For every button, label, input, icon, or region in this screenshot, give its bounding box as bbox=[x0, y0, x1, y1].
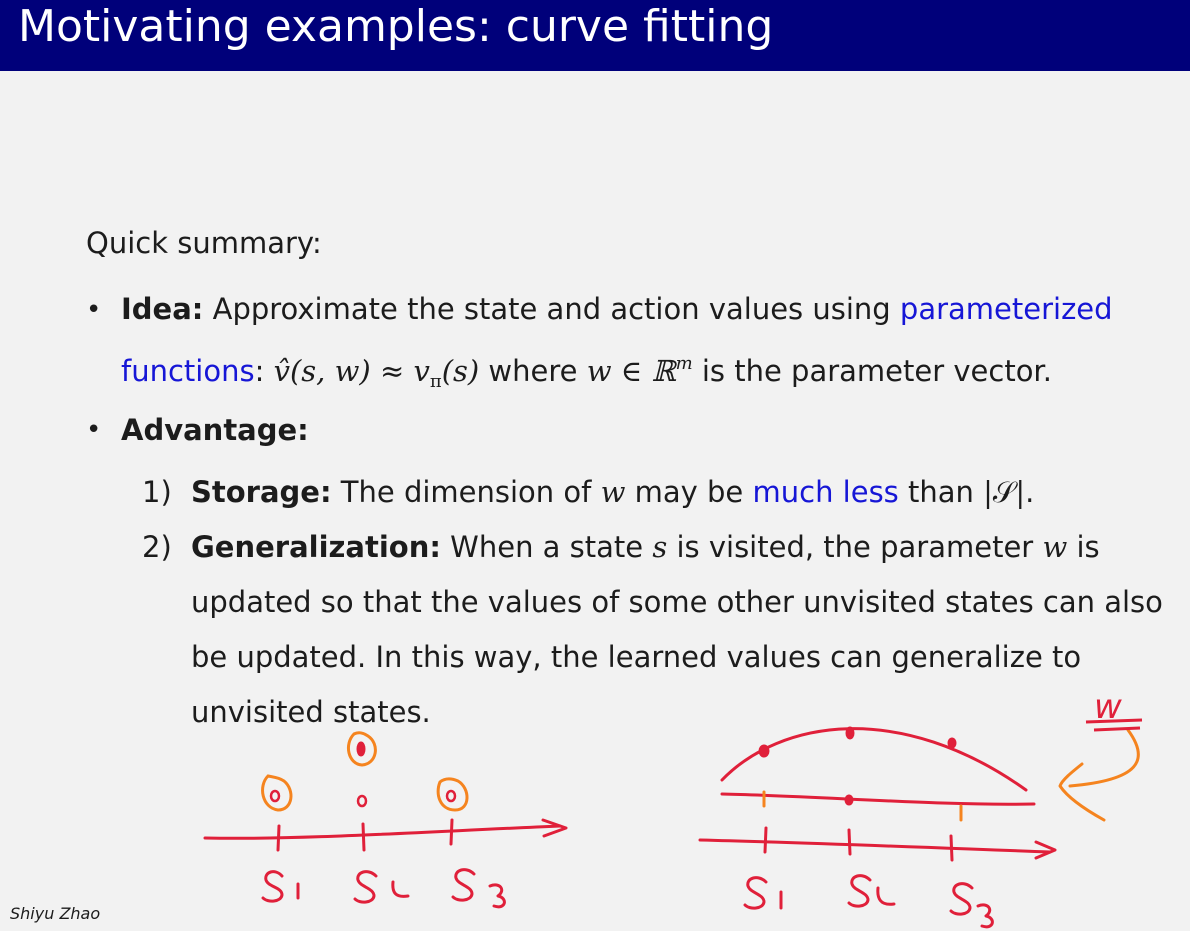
generalization-label: Generalization: bbox=[191, 530, 441, 564]
storage-math-w: w bbox=[600, 475, 626, 509]
idea-highlight-functions: functions bbox=[121, 354, 255, 388]
left-label-s2-sub bbox=[393, 882, 408, 896]
storage-text-end: . bbox=[1025, 475, 1035, 509]
idea-math-w-in-r: w ∈ ℝ bbox=[586, 354, 676, 388]
parameter-w-underline-2 bbox=[1094, 728, 1140, 730]
right-curve-point-s2 bbox=[847, 728, 853, 738]
right-axis-line bbox=[700, 840, 1050, 852]
left-label-s3-S bbox=[453, 870, 474, 900]
bullet-idea-marker: • bbox=[86, 295, 102, 325]
generalization-math-s: s bbox=[652, 530, 668, 564]
generalization-math-w: w bbox=[1042, 530, 1068, 564]
left-orange-circle-s3 bbox=[438, 779, 467, 810]
right-label-s1-S bbox=[745, 878, 766, 908]
parameter-w-label: w bbox=[1094, 687, 1122, 727]
right-tick-s1 bbox=[765, 828, 766, 852]
left-tick-s1 bbox=[278, 826, 279, 850]
generalization-text-c: is bbox=[1067, 530, 1100, 564]
storage-number: 1) bbox=[142, 475, 172, 509]
footer-author: Shiyu Zhao bbox=[10, 904, 101, 923]
summary-heading: Quick summary: bbox=[86, 226, 322, 260]
storage-text-middle: may be bbox=[625, 475, 753, 509]
storage-text-before: The dimension of bbox=[331, 475, 601, 509]
right-curve-point-s3 bbox=[949, 739, 955, 747]
left-label-s2-S bbox=[355, 872, 376, 902]
right-label-s2-sub bbox=[878, 888, 894, 904]
left-point-s3 bbox=[447, 791, 455, 801]
right-tick-s2 bbox=[849, 830, 850, 854]
left-label-s1-S bbox=[263, 872, 282, 901]
idea-colon: : bbox=[254, 354, 274, 388]
left-orange-circle-s1 bbox=[263, 776, 291, 810]
parameter-w-underline-1 bbox=[1086, 720, 1142, 722]
generalization-line-2: updated so that the values of some other unvisited states can also bbox=[191, 585, 1163, 619]
left-tick-s3 bbox=[451, 820, 452, 844]
generalization-number: 2) bbox=[142, 530, 172, 564]
right-curve-fit bbox=[722, 729, 1026, 790]
generalization-line-3: be updated. In this way, the learned values can generalize to bbox=[191, 640, 1082, 674]
right-linear-fit bbox=[722, 794, 1034, 804]
idea-text-where: where bbox=[479, 354, 587, 388]
storage-highlight: much less bbox=[752, 475, 899, 509]
right-label-s3-sub bbox=[978, 905, 992, 927]
idea-label: Idea: bbox=[121, 292, 204, 326]
left-label-s3-sub bbox=[490, 885, 504, 907]
left-point-s2-low bbox=[358, 796, 366, 806]
idea-math-m: m bbox=[675, 353, 693, 374]
idea-text-after: is the parameter vector. bbox=[692, 354, 1052, 388]
left-axis-line bbox=[205, 826, 560, 838]
left-point-s1 bbox=[271, 791, 279, 801]
idea-math-pi: π bbox=[429, 371, 442, 392]
generalization-text-b: is visited, the parameter bbox=[667, 530, 1043, 564]
generalization-line-4: unvisited states. bbox=[191, 695, 431, 729]
right-label-s3-S bbox=[951, 884, 972, 914]
storage-math-S: |𝒮| bbox=[983, 475, 1026, 509]
left-point-s2-high bbox=[358, 743, 364, 755]
idea-math-s: (s) bbox=[441, 354, 480, 388]
right-tick-s3 bbox=[951, 836, 952, 860]
orange-arrow-stem bbox=[1070, 730, 1138, 786]
idea-math-approx: v̂(s, w) ≈ v bbox=[273, 354, 430, 388]
left-tick-s2 bbox=[363, 824, 364, 850]
idea-highlight-parameterized: parameterized bbox=[899, 292, 1113, 326]
storage-label: Storage: bbox=[191, 475, 332, 509]
advantage-label: Advantage: bbox=[121, 413, 309, 447]
slide-title: Motivating examples: curve fitting bbox=[18, 1, 774, 52]
right-axis-arrowhead bbox=[1036, 842, 1055, 858]
storage-text-than: than bbox=[898, 475, 984, 509]
right-label-s2-S bbox=[849, 876, 870, 906]
idea-text-before: Approximate the state and action values using bbox=[203, 292, 900, 326]
orange-arrow-head bbox=[1060, 764, 1104, 820]
bullet-advantage-marker: • bbox=[86, 415, 102, 445]
generalization-text-a: When a state bbox=[440, 530, 653, 564]
right-curve-point-s1 bbox=[760, 746, 768, 756]
right-linear-point-s2 bbox=[846, 796, 852, 804]
